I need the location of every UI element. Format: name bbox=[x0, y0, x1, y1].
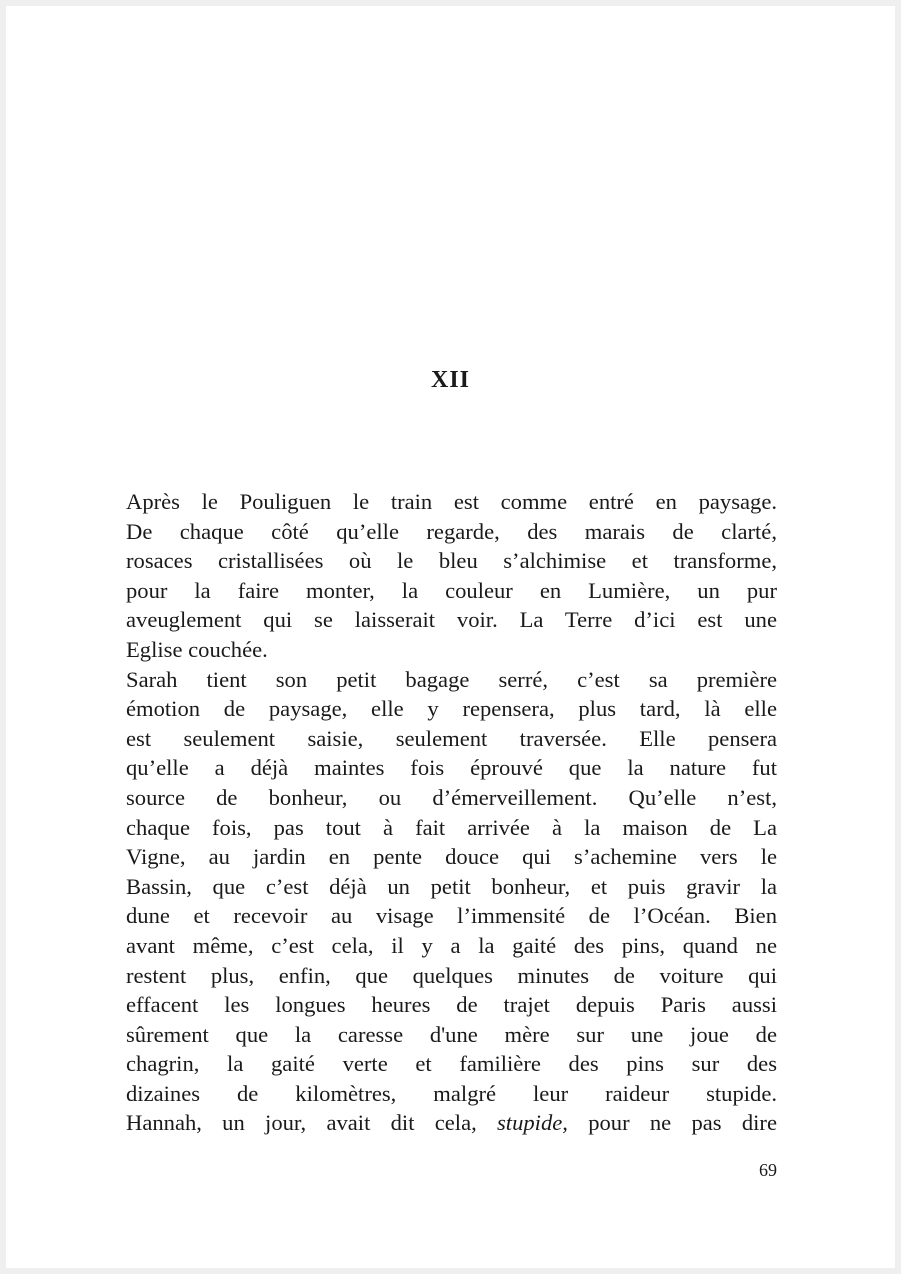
text-line: est seulement saisie, seulement traversée. Elle pensera bbox=[126, 725, 777, 751]
text-line: Après le Pouliguen le train est comme entré en paysage. bbox=[126, 489, 777, 514]
chapter-title: XII bbox=[430, 367, 470, 393]
text-line: Bassin, que c’est déjà un petit bonheur, et puis gravir la bbox=[126, 873, 777, 899]
text-line: pour la faire monter, la couleur en Lumière, un pur bbox=[126, 577, 777, 603]
text-line: aveuglement qui se laisserait voir. La Terre d’ici est une bbox=[126, 607, 777, 633]
text-fragment: pour ne pas dire bbox=[588, 1110, 777, 1136]
text-line: dune et recevoir au visage l’immensité de l’Océan. Bien bbox=[126, 903, 777, 929]
text-line: sûrement que la caresse d'une mère sur une joue de bbox=[126, 1021, 777, 1047]
text-line: source de bonheur, ou d’émerveillement. Qu’elle n’est, bbox=[126, 784, 777, 810]
text-line: De chaque côté qu’elle regarde, des marais de clarté, bbox=[126, 518, 777, 544]
text-line: effacent les longues heures de trajet depuis Paris aussi bbox=[126, 992, 777, 1018]
page-number: 69 bbox=[759, 1160, 777, 1180]
text-line: avant même, c’est cela, il y a la gaité des pins, quand ne bbox=[126, 932, 777, 958]
text-fragment: Hannah, un jour, avait dit cela, bbox=[126, 1110, 477, 1136]
text-line: Vigne, au jardin en pente douce qui s’achemine vers le bbox=[126, 844, 777, 870]
text-line: rosaces cristallisées où le bleu s’alchimise et transforme, bbox=[126, 548, 777, 574]
text-line: dizaines de kilomètres, malgré leur raideur stupide. bbox=[126, 1080, 777, 1106]
text-line: chagrin, la gaité verte et familière des pins sur des bbox=[126, 1051, 777, 1077]
body-text bbox=[126, 487, 777, 1138]
text-line: émotion de paysage, elle y repensera, plus tard, là elle bbox=[126, 696, 777, 722]
text-line: qu’elle a déjà maintes fois éprouvé que la nature fut bbox=[126, 755, 777, 781]
text-line: restent plus, enfin, que quelques minutes de voiture qui bbox=[126, 962, 777, 988]
text-line: Sarah tient son petit bagage serré, c’est sa première bbox=[126, 666, 777, 692]
text-line: Eglise couchée. bbox=[126, 636, 268, 662]
text-line: chaque fois, pas tout à fait arrivée à la maison de La bbox=[126, 814, 777, 840]
italic-word: stupide, bbox=[497, 1110, 568, 1136]
text-line-last bbox=[126, 1108, 777, 1138]
